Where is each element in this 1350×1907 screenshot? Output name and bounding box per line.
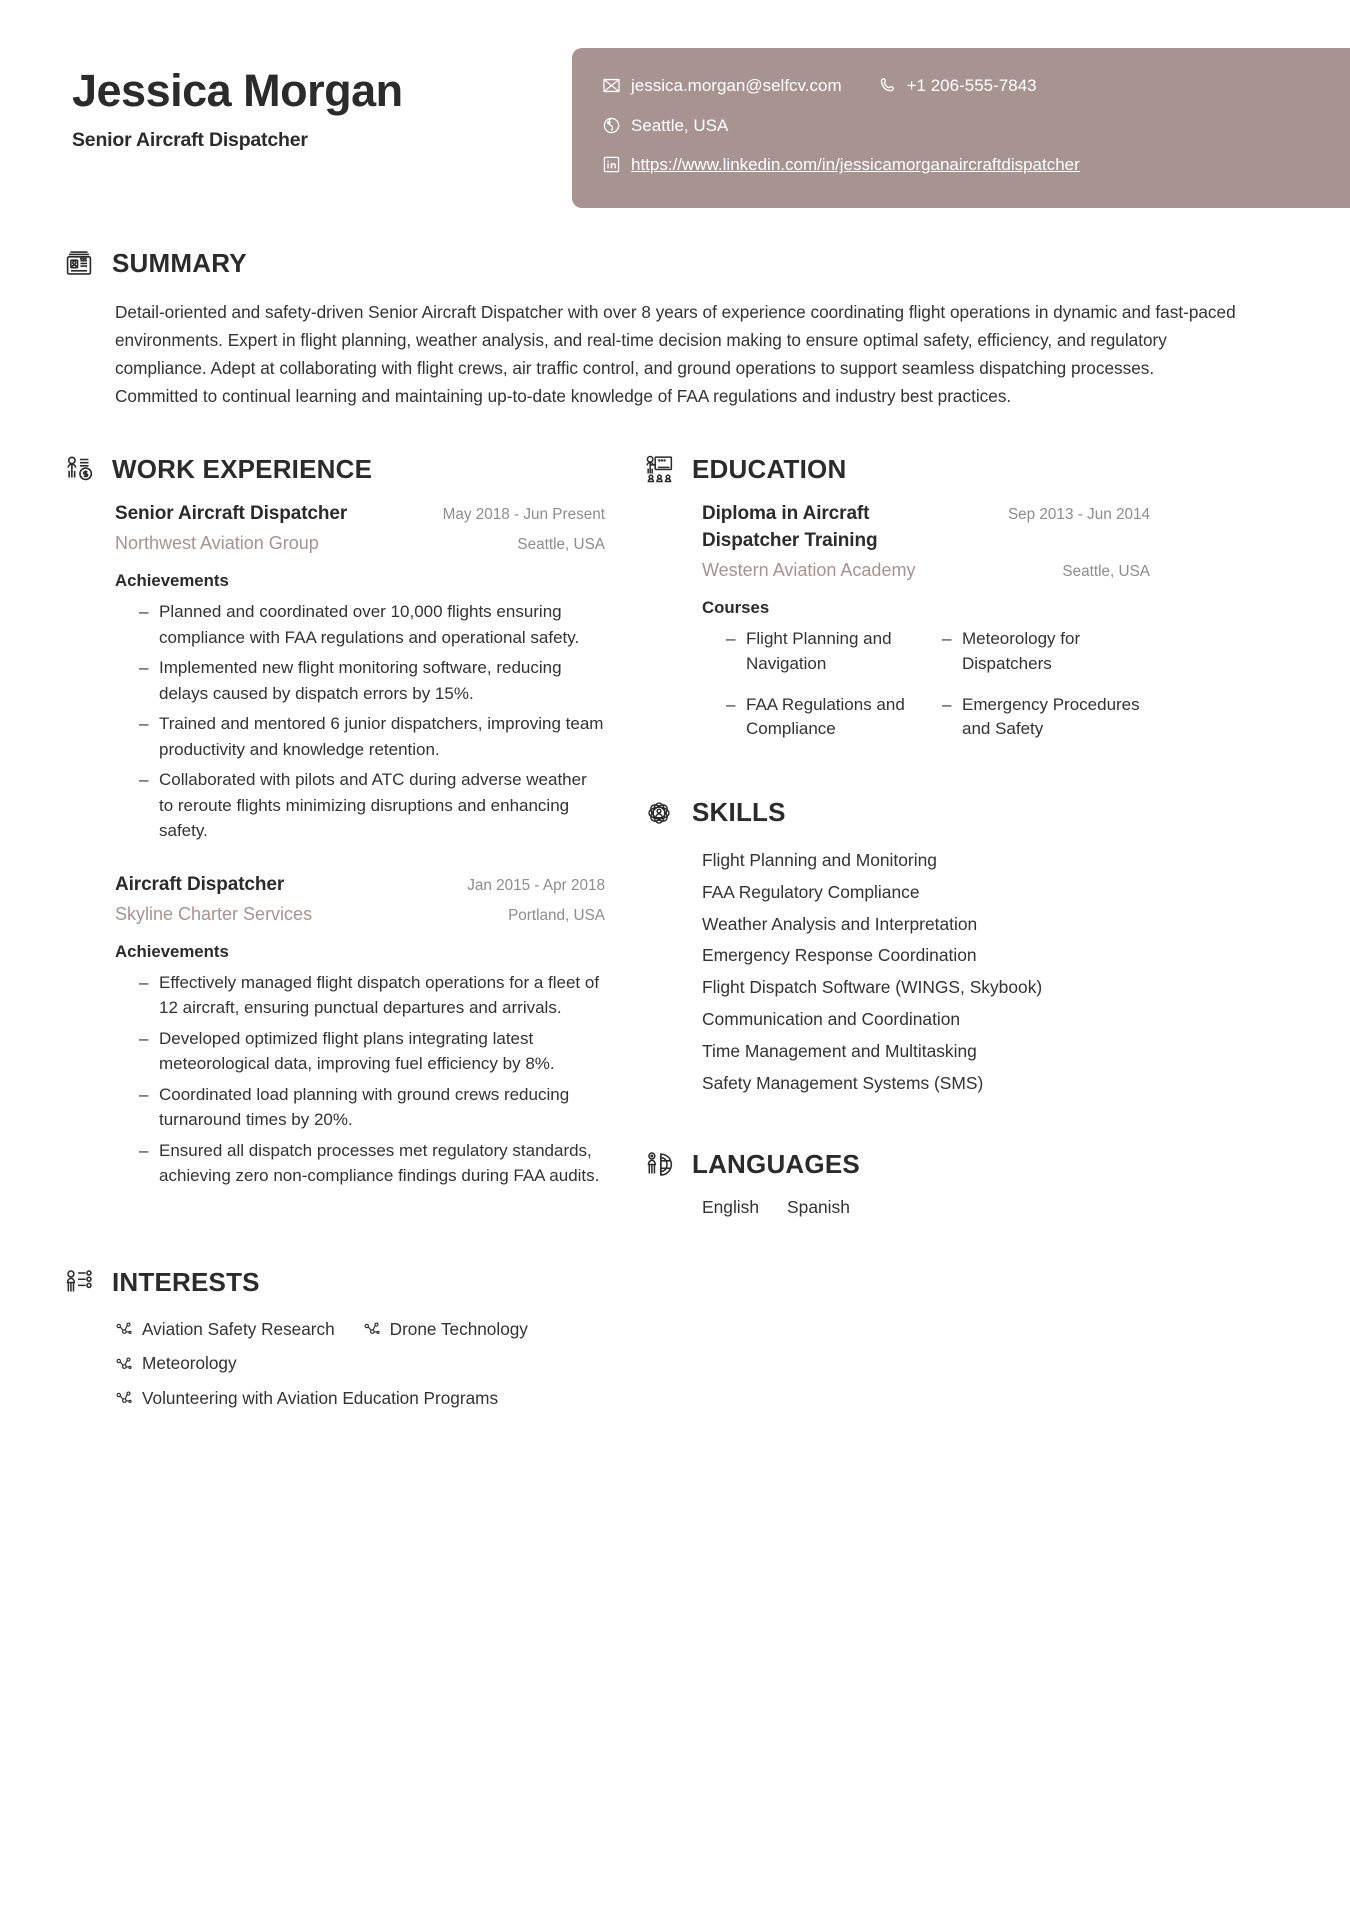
work-entry [115,501,605,843]
contact-phone-text: +1 206-555-7843 [906,76,1037,95]
interest-label: Volunteering with Aviation Education Programs [142,1387,499,1408]
achievement-item: – Effectively managed flight dispatch operations for a fleet of 12 aircraft, ensuring punctual departures and arrivals. [139,970,605,1021]
work-entry-org-row [115,528,605,557]
achievement-item: – Planned and coordinated over 10,000 flights ensuring compliance with FAA regulations and operational safety. [139,599,605,650]
achievement-item: – Ensured all dispatch processes met regulatory standards, achieving zero non-compliance findings during FAA audits. [139,1138,605,1189]
courses-list [726,627,1150,742]
rosette-person-icon [640,794,678,832]
contact-linkedin[interactable] [602,153,1080,178]
two-column-region [30,450,1278,1217]
work-entry-org-row [115,899,605,928]
section-education [640,450,1150,742]
interest-label: Aviation Safety Research [142,1318,335,1339]
work-entry-location: Portland, USA [508,906,605,924]
network-nodes-icon [115,1320,133,1338]
candidate-name: Jessica Morgan [72,65,403,116]
contact-email[interactable] [602,74,842,99]
achievement-item: – Trained and mentored 6 junior dispatchers, improving team productivity and knowledge retention. [139,711,605,762]
course-item: – Emergency Procedures and Safety [942,693,1150,742]
resume-header [0,0,1350,208]
interests-header [60,1264,1278,1302]
contact-card [572,48,1350,208]
resume-body [0,244,1350,1412]
interest-label: Meteorology [142,1353,237,1374]
education-list [702,501,1150,742]
work-experience-title: WORK EXPERIENCE [112,453,373,484]
skills-list [702,845,1150,1100]
language-item: English [702,1196,760,1217]
contact-phone[interactable] [878,74,1037,99]
summary-title: SUMMARY [112,247,247,278]
skill-item: Communication and Coordination [702,1009,961,1030]
achievement-item: – Developed optimized flight plans integrating latest meteorological data, improving fuel efficiency by 8%. [139,1026,605,1077]
work-experience-list [115,501,605,1188]
contact-row-3 [602,153,1320,178]
course-item: – Flight Planning and Navigation [726,627,934,676]
interest-item [363,1316,528,1344]
linkedin-icon [602,155,621,174]
education-entry-title: Diploma in Aircraft Dispatcher Training [702,503,878,552]
languages-list [702,1197,1150,1218]
contact-email-text: jessica.morgan@selfcv.com [631,76,842,95]
achievements-list [115,970,605,1189]
education-title: EDUCATION [692,453,847,484]
skill-item: Safety Management Systems (SMS) [702,1072,984,1093]
classroom-icon [640,450,678,488]
person-globe-icon [640,1146,678,1184]
contact-location-text: Seattle, USA [631,115,729,135]
work-entry-organization: Northwest Aviation Group [115,533,319,554]
education-entry [702,501,1150,742]
contact-location [602,114,728,139]
education-entry-dates: Sep 2013 - Jun 2014 [1007,506,1150,524]
languages-header [640,1146,1150,1184]
interest-item [115,1385,585,1413]
languages-row [702,1197,1150,1218]
skill-item: Emergency Response Coordination [702,945,977,966]
interests-title: INTERESTS [112,1267,260,1298]
achievement-item: – Coordinated load planning with ground crews reducing turnaround times by 20%. [139,1082,605,1133]
skills-header [640,794,1150,832]
network-nodes-icon [115,1389,133,1407]
course-item: – FAA Regulations and Compliance [726,693,934,742]
network-nodes-icon [115,1355,133,1373]
achievements-label: Achievements [115,571,229,591]
right-column [640,450,1150,1217]
network-nodes-icon [363,1320,381,1338]
section-interests [30,1264,1278,1413]
interest-item [115,1316,335,1344]
education-header [640,450,1150,488]
skills-title: SKILLS [692,797,786,828]
left-column [60,450,605,1217]
contact-row-2 [602,114,1320,139]
language-item: Spanish [787,1196,850,1217]
work-experience-header [60,450,605,488]
skill-item: FAA Regulatory Compliance [702,881,920,902]
work-entry-title: Aircraft Dispatcher [115,873,285,895]
achievements-list [115,599,605,844]
interests-list [115,1316,585,1413]
achievement-item: – Collaborated with pilots and ATC during adverse weather to reroute flights minimizing disruptions and enhancing safety. [139,767,605,844]
summary-header [60,244,1278,282]
identity-block [0,48,572,152]
languages-title: LANGUAGES [692,1149,860,1180]
skill-item: Flight Planning and Monitoring [702,849,937,870]
contact-linkedin-text: https://www.linkedin.com/in/jessicamorganaircraftdispatcher [631,155,1080,175]
work-entry-organization: Skyline Charter Services [115,903,313,924]
work-entry-title: Senior Aircraft Dispatcher [115,503,348,525]
education-entry-location: Seattle, USA [1062,563,1150,581]
achievements-label: Achievements [115,941,229,961]
skill-item: Time Management and Multitasking [702,1041,977,1061]
education-entry-organization: Western Aviation Academy [702,560,916,581]
courses-label: Courses [702,598,770,618]
course-item: – Meteorology for Dispatchers [942,627,1150,676]
section-skills [640,794,1150,1100]
education-entry-org-row [702,555,1150,584]
contact-row-1 [602,74,1320,99]
interest-label: Drone Technology [389,1318,528,1339]
skill-item: Flight Dispatch Software (WINGS, Skybook) [702,977,1043,998]
globe-pin-icon [602,116,621,135]
person-settings-icon [60,1264,98,1302]
work-entry-dates: May 2018 - Jun Present [442,506,605,524]
summary-text: Detail-oriented and safety-driven Senior Aircraft Dispatcher with over 8 years of experience coordinating flight operations in dynamic and fast-paced environments. Expert in flight planning, weather analysis, and real-time decision making to ensure optimal safety, efficiency, and regulatory compliance. Adept at collaborating with flight crews, air traffic control, and ground operations to support seamless dispatching processes. Committed to continual learning and maintaining up-to-date knowledge of FAA regulations and industry best practices. [115,302,1236,406]
id-card-icon [60,244,98,282]
achievement-item: – Implemented new flight monitoring software, reducing delays caused by dispatch errors by 15%. [139,655,605,706]
phone-icon [878,76,897,95]
work-entry-dates: Jan 2015 - Apr 2018 [467,876,605,894]
work-entry-location: Seattle, USA [517,536,605,554]
candidate-role: Senior Aircraft Dispatcher [72,128,308,151]
person-dollar-icon [60,450,98,488]
skill-item: Weather Analysis and Interpretation [702,913,978,934]
work-entry-title-row [115,501,605,528]
interest-item [115,1350,585,1378]
section-summary [30,244,1278,410]
education-entry-title-row [702,501,1150,555]
work-entry [115,872,605,1189]
section-work-experience [60,450,605,1188]
section-languages [640,1146,1150,1218]
envelope-icon [602,76,621,95]
work-entry-title-row [115,872,605,899]
